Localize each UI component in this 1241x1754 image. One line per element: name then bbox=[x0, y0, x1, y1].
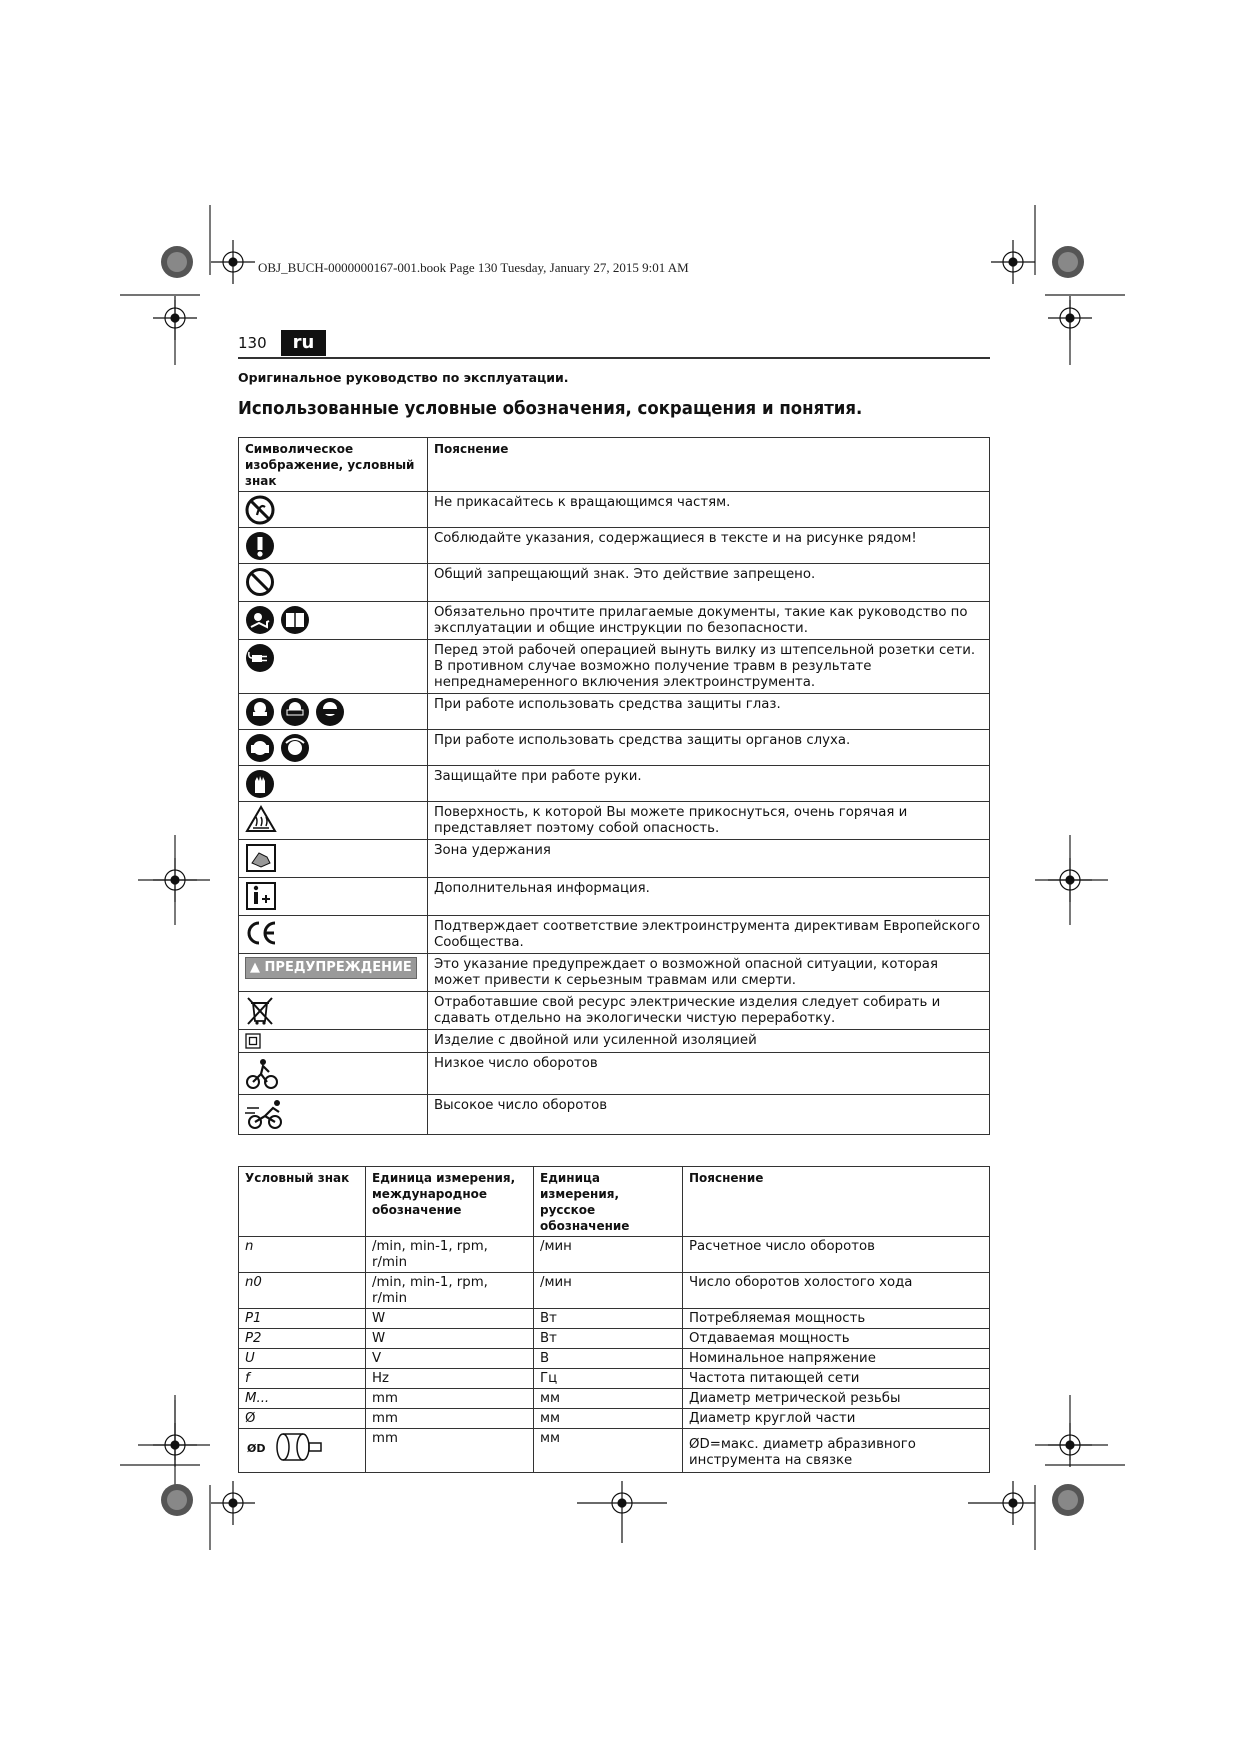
unit-ru: Вт bbox=[534, 1309, 683, 1329]
table-row bbox=[239, 1030, 990, 1053]
section-title: Использованные условные обозначения, сокращения и понятия. bbox=[238, 398, 863, 419]
table-row bbox=[239, 802, 990, 840]
unit-ru: Вт bbox=[534, 1329, 683, 1349]
print-header: OBJ_BUCH-0000000167-001.book Page 130 Tuesday, January 27, 2015 9:01 AM bbox=[258, 260, 689, 275]
unit-explain: ØD=макс. диаметр абразивного инструмента на связке bbox=[683, 1429, 990, 1473]
unit-ru: мм bbox=[534, 1429, 683, 1473]
unit-symbol: n bbox=[239, 1237, 366, 1273]
unit-intl: /min, min-1, rpm, r/min bbox=[366, 1237, 534, 1273]
row-text: Дополнительная информация. bbox=[428, 878, 990, 916]
language-tag: ru bbox=[281, 330, 326, 356]
unit-explain: Частота питающей сети bbox=[683, 1369, 990, 1389]
table-row bbox=[239, 1329, 990, 1349]
abrasive-disc-diameter-icon bbox=[245, 1431, 325, 1463]
unit-intl: V bbox=[366, 1349, 534, 1369]
header-symbol: Условный знак bbox=[239, 1167, 366, 1237]
unit-explain: Диаметр круглой части bbox=[683, 1409, 990, 1429]
info-icon bbox=[245, 881, 277, 911]
warning-badge: ▲ ПРЕДУПРЕЖДЕНИЕ bbox=[245, 957, 417, 979]
table-row bbox=[239, 954, 990, 992]
table-row bbox=[239, 1389, 990, 1409]
unit-explain: Потребляемая мощность bbox=[683, 1309, 990, 1329]
glove-icon bbox=[245, 769, 275, 799]
prohibition-icon bbox=[245, 567, 275, 597]
header-ru-unit: Единица измерения, русское обозначение bbox=[534, 1167, 683, 1237]
table-row bbox=[239, 602, 990, 640]
unit-intl: Hz bbox=[366, 1369, 534, 1389]
row-text: При работе использовать средства защиты глаз. bbox=[428, 694, 990, 730]
unit-intl: /min, min-1, rpm, r/min bbox=[366, 1273, 534, 1309]
unit-intl: mm bbox=[366, 1429, 534, 1473]
weee-bin-icon bbox=[245, 995, 275, 1027]
row-text: Общий запрещающий знак. Это действие запрещено. bbox=[428, 564, 990, 602]
svg-text:ØD: ØD bbox=[247, 1442, 266, 1455]
ce-mark-icon bbox=[245, 919, 279, 947]
table-row bbox=[239, 1429, 990, 1473]
row-text: Зона удержания bbox=[428, 840, 990, 878]
table-row bbox=[239, 528, 990, 564]
row-text: Не прикасайтесь к вращающимся частям. bbox=[428, 492, 990, 528]
row-text: Защищайте при работе руки. bbox=[428, 766, 990, 802]
ear-protection-icon bbox=[245, 733, 313, 763]
header-symbol: Символическое изображение, условный знак bbox=[239, 438, 428, 492]
unit-intl: W bbox=[366, 1309, 534, 1329]
unit-explain: Номинальное напряжение bbox=[683, 1349, 990, 1369]
unit-symbol: M... bbox=[239, 1389, 366, 1409]
grip-zone-icon bbox=[245, 843, 277, 873]
table-row bbox=[239, 992, 990, 1030]
read-manual-icon bbox=[245, 605, 313, 635]
row-text: Перед этой рабочей операцией вынуть вилку из штепсельной розетки сети. В противном случае возможно получение травм в результате непреднамеренного включения электроинструмента. bbox=[428, 640, 990, 694]
table-row bbox=[239, 730, 990, 766]
warning-triangle-icon: ▲ bbox=[250, 960, 260, 975]
unit-symbol: Ø bbox=[239, 1409, 366, 1429]
table-row bbox=[239, 1409, 990, 1429]
unit-ru: мм bbox=[534, 1389, 683, 1409]
table-row bbox=[239, 916, 990, 954]
header-explanation: Пояснение bbox=[428, 438, 990, 492]
unit-symbol: f bbox=[239, 1369, 366, 1389]
unit-ru: мм bbox=[534, 1409, 683, 1429]
unit-symbol: P2 bbox=[239, 1329, 366, 1349]
symbols-table bbox=[238, 437, 990, 1135]
row-text: Отработавшие свой ресурс электрические изделия следует собирать и сдавать отдельно на экологически чистую переработку. bbox=[428, 992, 990, 1030]
table-row bbox=[239, 1309, 990, 1329]
header-rule bbox=[238, 357, 990, 359]
row-text: Поверхность, к которой Вы можете прикоснуться, очень горячая и представляет поэтому собой опасность. bbox=[428, 802, 990, 840]
table-row bbox=[239, 640, 990, 694]
header-intl-unit: Единица измерения, международное обозначение bbox=[366, 1167, 534, 1237]
row-text: Это указание предупреждает о возможной опасной ситуации, которая может привести к серьезным травмам или смерти. bbox=[428, 954, 990, 992]
unit-explain: Число оборотов холостого хода bbox=[683, 1273, 990, 1309]
no-touch-rotating-icon bbox=[245, 495, 275, 525]
hot-surface-icon bbox=[245, 805, 277, 833]
row-text: Обязательно прочтите прилагаемые документы, такие как руководство по эксплуатации и общие инструкции по безопасности. bbox=[428, 602, 990, 640]
table-header-row bbox=[239, 438, 990, 492]
unit-ru: /мин bbox=[534, 1273, 683, 1309]
table-row bbox=[239, 1349, 990, 1369]
unit-intl: mm bbox=[366, 1409, 534, 1429]
unit-explain: Отдаваемая мощность bbox=[683, 1329, 990, 1349]
fast-cyclist-icon bbox=[245, 1098, 289, 1130]
unit-ru: /мин bbox=[534, 1237, 683, 1273]
row-text: Высокое число оборотов bbox=[428, 1095, 990, 1135]
page-number: 130 bbox=[238, 334, 267, 352]
table-row bbox=[239, 840, 990, 878]
row-text: Соблюдайте указания, содержащиеся в тексте и на рисунке рядом! bbox=[428, 528, 990, 564]
unit-symbol: U bbox=[239, 1349, 366, 1369]
row-text: Подтверждает соответствие электроинструмента директивам Европейского Сообщества. bbox=[428, 916, 990, 954]
unit-ru: В bbox=[534, 1349, 683, 1369]
unit-ru: Гц bbox=[534, 1369, 683, 1389]
table-row bbox=[239, 766, 990, 802]
table-row bbox=[239, 694, 990, 730]
unit-intl: W bbox=[366, 1329, 534, 1349]
double-insulation-icon bbox=[245, 1033, 261, 1049]
row-text: Низкое число оборотов bbox=[428, 1053, 990, 1095]
table-row bbox=[239, 564, 990, 602]
unplug-icon bbox=[245, 643, 275, 673]
table-header-row bbox=[239, 1167, 990, 1237]
header-explanation: Пояснение bbox=[683, 1167, 990, 1237]
unit-explain: Диаметр метрической резьбы bbox=[683, 1389, 990, 1409]
slow-cyclist-icon bbox=[245, 1056, 279, 1090]
row-text: Изделие с двойной или усиленной изоляцией bbox=[428, 1030, 990, 1053]
table-row bbox=[239, 492, 990, 528]
unit-explain: Расчетное число оборотов bbox=[683, 1237, 990, 1273]
doc-subtitle: Оригинальное руководство по эксплуатации. bbox=[238, 370, 569, 385]
table-row bbox=[239, 1053, 990, 1095]
table-row bbox=[239, 1369, 990, 1389]
table-row bbox=[239, 1237, 990, 1273]
unit-symbol: n0 bbox=[239, 1273, 366, 1309]
unit-intl: mm bbox=[366, 1389, 534, 1409]
row-text: При работе использовать средства защиты органов слуха. bbox=[428, 730, 990, 766]
table-row bbox=[239, 1095, 990, 1135]
units-table bbox=[238, 1166, 990, 1473]
table-row bbox=[239, 878, 990, 916]
table-row bbox=[239, 1273, 990, 1309]
unit-symbol: P1 bbox=[239, 1309, 366, 1329]
eye-protection-icon bbox=[245, 697, 349, 727]
exclamation-icon bbox=[245, 531, 275, 561]
